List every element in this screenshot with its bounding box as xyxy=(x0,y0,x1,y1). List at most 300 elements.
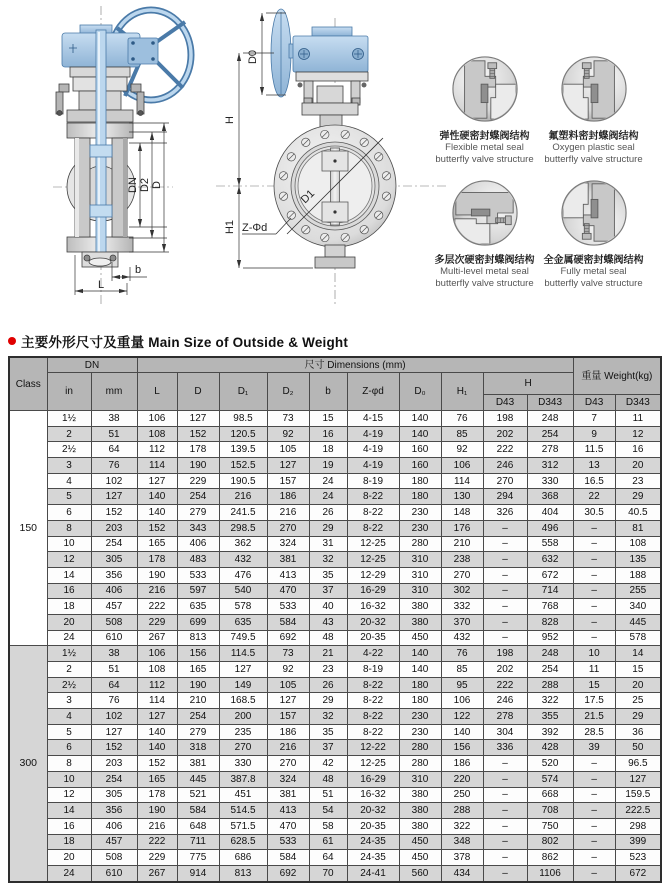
table-cell: 135 xyxy=(615,552,661,568)
table-cell: 305 xyxy=(91,787,137,803)
table-cell: 32 xyxy=(309,552,347,568)
table-cell: 9 xyxy=(573,426,615,442)
table-cell: 4 xyxy=(47,473,91,489)
table-cell: 294 xyxy=(483,489,527,505)
table-cell: – xyxy=(573,567,615,583)
table-cell: 157 xyxy=(267,709,309,725)
table-cell: 14 xyxy=(615,646,661,662)
header-w-d343: D343 xyxy=(615,395,661,411)
table-cell: 305 xyxy=(91,552,137,568)
table-cell: 127 xyxy=(267,458,309,474)
dim-label-d2: D2 xyxy=(139,177,151,193)
table-cell: 188 xyxy=(615,567,661,583)
table-cell: 160 xyxy=(399,442,441,458)
table-cell: 180 xyxy=(399,473,441,489)
table-cell: 43 xyxy=(309,614,347,630)
table-cell: 12-25 xyxy=(347,552,399,568)
table-cell: 381 xyxy=(177,756,219,772)
table-cell: 302 xyxy=(441,583,483,599)
dim-label-d: D xyxy=(151,181,163,189)
table-cell: 4-19 xyxy=(347,426,399,442)
table-cell: 156 xyxy=(441,740,483,756)
table-cell: 514.5 xyxy=(219,803,267,819)
table-cell: 180 xyxy=(399,489,441,505)
seal-structure-details xyxy=(430,55,648,290)
table-cell: 64 xyxy=(91,677,137,693)
header-l: L xyxy=(137,373,177,411)
header-d1: D₁ xyxy=(219,373,267,411)
table-cell: 343 xyxy=(177,520,219,536)
dim-label-d0: D0 xyxy=(247,49,259,65)
table-cell: 255 xyxy=(615,583,661,599)
table-row xyxy=(9,630,661,646)
table-row xyxy=(9,473,661,489)
table-cell: 11 xyxy=(573,662,615,678)
table-cell: – xyxy=(573,787,615,803)
table-cell: 2 xyxy=(47,426,91,442)
table-cell: 298.5 xyxy=(219,520,267,536)
dim-label-h: H xyxy=(224,116,236,124)
table-cell: 15 xyxy=(615,662,661,678)
table-cell: 112 xyxy=(137,442,177,458)
table-row xyxy=(9,724,661,740)
table-cell: – xyxy=(483,599,527,615)
table-cell: 20-35 xyxy=(347,818,399,834)
table-cell: 203 xyxy=(91,756,137,772)
table-cell: 127 xyxy=(137,473,177,489)
table-cell: 952 xyxy=(527,630,573,646)
table-cell: 356 xyxy=(91,803,137,819)
detail-multi-level-metal-seal xyxy=(430,179,539,290)
table-cell: 310 xyxy=(399,771,441,787)
table-cell: 392 xyxy=(527,724,573,740)
bottom-flange xyxy=(315,245,355,268)
header-h-d43: D43 xyxy=(483,395,527,411)
table-cell: 380 xyxy=(399,787,441,803)
table-cell: – xyxy=(573,818,615,834)
table-cell: 270 xyxy=(441,567,483,583)
table-cell: 428 xyxy=(527,740,573,756)
table-cell: 140 xyxy=(399,426,441,442)
table-row xyxy=(9,693,661,709)
table-cell: 220 xyxy=(441,771,483,787)
table-cell: 11 xyxy=(615,411,661,427)
table-cell: 8 xyxy=(47,520,91,536)
table-cell: – xyxy=(573,552,615,568)
table-cell: 178 xyxy=(177,442,219,458)
table-cell: 238 xyxy=(441,552,483,568)
table-cell: 254 xyxy=(91,771,137,787)
table-cell: 270 xyxy=(219,740,267,756)
header-b: b xyxy=(309,373,347,411)
table-cell: 37 xyxy=(309,583,347,599)
header-w-d43: D43 xyxy=(573,395,615,411)
table-cell: 322 xyxy=(441,818,483,834)
table-cell: 457 xyxy=(91,834,137,850)
table-cell: 16 xyxy=(47,818,91,834)
table-cell: 304 xyxy=(483,724,527,740)
table-cell: 692 xyxy=(267,630,309,646)
table-cell: 190 xyxy=(137,567,177,583)
table-cell: 149 xyxy=(219,677,267,693)
table-cell: 20-35 xyxy=(347,630,399,646)
table-cell: 61 xyxy=(309,834,347,850)
table-cell: 130 xyxy=(441,489,483,505)
table-cell: 38 xyxy=(91,646,137,662)
table-cell: 381 xyxy=(267,787,309,803)
table-cell: 288 xyxy=(441,803,483,819)
detail-fully-metal-seal xyxy=(539,179,648,290)
table-cell: 378 xyxy=(441,850,483,866)
table-cell: 114 xyxy=(441,473,483,489)
table-cell: 1½ xyxy=(47,411,91,427)
table-cell: – xyxy=(483,787,527,803)
table-cell: 2 xyxy=(47,662,91,678)
table-cell: 13 xyxy=(573,458,615,474)
table-row xyxy=(9,520,661,536)
table-cell: 127 xyxy=(137,709,177,725)
table-cell: – xyxy=(573,756,615,772)
table-cell: 230 xyxy=(399,505,441,521)
table-cell: – xyxy=(483,834,527,850)
table-cell: 8-22 xyxy=(347,505,399,521)
table-cell: 24 xyxy=(47,630,91,646)
seal-section-icon xyxy=(560,179,628,247)
table-cell: – xyxy=(483,520,527,536)
table-cell: 17.5 xyxy=(573,693,615,709)
detail-label-en1: Multi-level metal seal xyxy=(440,266,529,277)
table-cell: 40.5 xyxy=(615,505,661,521)
table-cell: 578 xyxy=(219,599,267,615)
table-cell: 70 xyxy=(309,865,347,881)
class-cell: 150 xyxy=(9,411,47,646)
table-cell: 241.5 xyxy=(219,505,267,521)
table-cell: 533 xyxy=(267,599,309,615)
table-cell: 280 xyxy=(399,536,441,552)
table-cell: 270 xyxy=(267,520,309,536)
table-cell: 584 xyxy=(267,614,309,630)
table-cell: 190.5 xyxy=(219,473,267,489)
table-cell: 270 xyxy=(267,756,309,772)
table-cell: 692 xyxy=(267,865,309,881)
table-cell: 222 xyxy=(483,677,527,693)
table-cell: 24-35 xyxy=(347,850,399,866)
table-cell: 406 xyxy=(91,583,137,599)
table-cell: 85 xyxy=(441,426,483,442)
table-cell: 190 xyxy=(177,677,219,693)
table-cell: – xyxy=(573,630,615,646)
table-row xyxy=(9,756,661,772)
table-cell: 672 xyxy=(615,865,661,881)
table-row xyxy=(9,567,661,583)
table-cell: 230 xyxy=(399,520,441,536)
table-cell: 127 xyxy=(177,411,219,427)
table-cell: 16.5 xyxy=(573,473,615,489)
table-cell: – xyxy=(573,771,615,787)
table-cell: – xyxy=(483,630,527,646)
table-cell: 165 xyxy=(177,662,219,678)
table-cell: 450 xyxy=(399,834,441,850)
table-cell: – xyxy=(483,583,527,599)
table-cell: 157 xyxy=(267,473,309,489)
table-cell: 18 xyxy=(309,442,347,458)
table-cell: 750 xyxy=(527,818,573,834)
table-cell: – xyxy=(483,756,527,772)
dim-label-d1: D1 xyxy=(298,187,318,207)
table-row xyxy=(9,803,661,819)
table-cell: 12 xyxy=(47,552,91,568)
table-cell: 749.5 xyxy=(219,630,267,646)
table-cell: 180 xyxy=(399,677,441,693)
table-cell: 14 xyxy=(47,567,91,583)
table-cell: 699 xyxy=(177,614,219,630)
table-cell: 140 xyxy=(441,724,483,740)
table-cell: – xyxy=(573,583,615,599)
table-cell: 324 xyxy=(267,771,309,787)
table-cell: 29 xyxy=(615,709,661,725)
table-cell: 813 xyxy=(219,865,267,881)
header-d: D xyxy=(177,373,219,411)
table-cell: 318 xyxy=(177,740,219,756)
table-cell: 23 xyxy=(615,473,661,489)
dim-label-b: b xyxy=(135,264,142,276)
table-cell: 7 xyxy=(573,411,615,427)
table-cell: 686 xyxy=(219,850,267,866)
table-cell: – xyxy=(573,614,615,630)
table-cell: 571.5 xyxy=(219,818,267,834)
table-cell: 24 xyxy=(309,473,347,489)
table-cell: 26 xyxy=(309,677,347,693)
table-cell: 288 xyxy=(527,677,573,693)
table-cell: 254 xyxy=(91,536,137,552)
table-cell: – xyxy=(483,803,527,819)
table-cell: 222 xyxy=(137,599,177,615)
table-cell: 29 xyxy=(309,693,347,709)
table-cell: 120.5 xyxy=(219,426,267,442)
table-cell: 445 xyxy=(615,614,661,630)
table-cell: 15 xyxy=(573,677,615,693)
table-cell: 122 xyxy=(441,709,483,725)
table-cell: 24 xyxy=(309,489,347,505)
table-cell: 279 xyxy=(177,724,219,740)
table-row xyxy=(9,552,661,568)
table-cell: 156 xyxy=(177,646,219,662)
dimensions-table-body xyxy=(9,411,661,882)
table-cell: 523 xyxy=(615,850,661,866)
table-cell: 12 xyxy=(615,426,661,442)
table-cell: 108 xyxy=(137,426,177,442)
dimensions-table xyxy=(8,356,662,883)
table-cell: 310 xyxy=(399,567,441,583)
table-cell: 190 xyxy=(137,803,177,819)
table-row xyxy=(9,646,661,662)
table-cell: 127 xyxy=(267,693,309,709)
table-cell: 387.8 xyxy=(219,771,267,787)
table-cell: 324 xyxy=(267,536,309,552)
table-cell: 108 xyxy=(615,536,661,552)
table-row xyxy=(9,536,661,552)
table-cell: 10 xyxy=(47,771,91,787)
table-cell: 178 xyxy=(137,552,177,568)
table-cell: 16 xyxy=(615,442,661,458)
table-cell: 668 xyxy=(527,787,573,803)
table-cell: 102 xyxy=(91,709,137,725)
table-cell: 381 xyxy=(267,552,309,568)
table-row xyxy=(9,865,661,881)
table-cell: 20-32 xyxy=(347,614,399,630)
table-cell: 267 xyxy=(137,630,177,646)
table-cell: 152 xyxy=(177,426,219,442)
table-cell: 20 xyxy=(47,850,91,866)
table-cell: 362 xyxy=(219,536,267,552)
table-cell: 578 xyxy=(615,630,661,646)
table-cell: 64 xyxy=(309,850,347,866)
table-cell: 198 xyxy=(483,411,527,427)
table-cell: 216 xyxy=(267,505,309,521)
table-cell: 432 xyxy=(219,552,267,568)
table-cell: 4-19 xyxy=(347,458,399,474)
front-view-drawing xyxy=(212,0,452,312)
table-cell: 322 xyxy=(527,693,573,709)
table-cell: 140 xyxy=(399,411,441,427)
table-cell: 584 xyxy=(177,803,219,819)
table-cell: 310 xyxy=(399,583,441,599)
table-cell: – xyxy=(573,850,615,866)
table-row xyxy=(9,458,661,474)
table-cell: 127 xyxy=(219,662,267,678)
table-cell: 370 xyxy=(441,614,483,630)
table-cell: 202 xyxy=(483,662,527,678)
table-cell: 813 xyxy=(177,630,219,646)
detail-label-en2: butterfly valve structure xyxy=(435,278,534,289)
table-row xyxy=(9,834,661,850)
table-cell: 32 xyxy=(309,709,347,725)
detail-label-cn: 全金属硬密封蝶阀结构 xyxy=(543,255,644,266)
table-cell: 12 xyxy=(47,787,91,803)
detail-flexible-metal-seal xyxy=(430,55,539,166)
header-d2: D₂ xyxy=(267,373,309,411)
table-cell: – xyxy=(483,771,527,787)
table-cell: 216 xyxy=(267,740,309,756)
dim-label-h1: H1 xyxy=(224,219,236,235)
table-cell: 1106 xyxy=(527,865,573,881)
table-cell: 30.5 xyxy=(573,505,615,521)
table-cell: 250 xyxy=(441,787,483,803)
table-cell: 312 xyxy=(527,458,573,474)
table-cell: 404 xyxy=(527,505,573,521)
table-cell: 76 xyxy=(441,411,483,427)
table-cell: 21.5 xyxy=(573,709,615,725)
table-cell: 36 xyxy=(615,724,661,740)
table-cell: 95 xyxy=(441,677,483,693)
table-cell: 279 xyxy=(177,505,219,521)
table-cell: 540 xyxy=(219,583,267,599)
table-cell: – xyxy=(483,865,527,881)
table-row xyxy=(9,583,661,599)
table-row xyxy=(9,677,661,693)
table-cell: 278 xyxy=(483,709,527,725)
table-cell: 267 xyxy=(137,865,177,881)
table-cell: 222.5 xyxy=(615,803,661,819)
table-cell: 355 xyxy=(527,709,573,725)
table-cell: 127 xyxy=(91,724,137,740)
table-cell: 6 xyxy=(47,740,91,756)
dim-label-l: L xyxy=(98,279,105,291)
table-cell: 76 xyxy=(441,646,483,662)
table-cell: 140 xyxy=(399,646,441,662)
table-cell: 3 xyxy=(47,458,91,474)
side-view-drawing xyxy=(25,0,230,312)
table-cell: 29 xyxy=(615,489,661,505)
table-cell: – xyxy=(573,599,615,615)
table-cell: 152 xyxy=(91,505,137,521)
table-cell: 451 xyxy=(219,787,267,803)
table-cell: 610 xyxy=(91,865,137,881)
table-cell: 210 xyxy=(441,536,483,552)
table-cell: 8-22 xyxy=(347,677,399,693)
header-dn: DN xyxy=(47,357,137,373)
table-cell: 775 xyxy=(177,850,219,866)
table-cell: 140 xyxy=(137,489,177,505)
table-cell: 35 xyxy=(309,567,347,583)
table-cell: 496 xyxy=(527,520,573,536)
header-z-phi-d: Z-φd xyxy=(347,373,399,411)
table-cell: 768 xyxy=(527,599,573,615)
table-cell: 648 xyxy=(177,818,219,834)
table-cell: 14 xyxy=(47,803,91,819)
table-cell: 216 xyxy=(137,583,177,599)
table-cell: 127 xyxy=(615,771,661,787)
detail-label-en1: Flexible metal seal xyxy=(445,142,524,153)
table-cell: 597 xyxy=(177,583,219,599)
table-cell: 610 xyxy=(91,630,137,646)
table-cell: 711 xyxy=(177,834,219,850)
table-cell: – xyxy=(483,614,527,630)
table-cell: 8-22 xyxy=(347,724,399,740)
table-row xyxy=(9,850,661,866)
table-row xyxy=(9,709,661,725)
table-cell: 330 xyxy=(219,756,267,772)
header-h1: H₁ xyxy=(441,373,483,411)
table-cell: 190 xyxy=(177,458,219,474)
table-cell: 51 xyxy=(91,662,137,678)
table-cell: 18 xyxy=(47,599,91,615)
table-cell: 18 xyxy=(47,834,91,850)
table-cell: 22 xyxy=(573,489,615,505)
table-cell: 24 xyxy=(47,865,91,881)
table-cell: 105 xyxy=(267,442,309,458)
table-cell: 229 xyxy=(177,473,219,489)
table-cell: 210 xyxy=(177,693,219,709)
table-cell: 58 xyxy=(309,818,347,834)
bottom-cover xyxy=(82,252,118,267)
table-row xyxy=(9,599,661,615)
table-cell: 380 xyxy=(399,803,441,819)
table-cell: 85 xyxy=(441,662,483,678)
table-row xyxy=(9,662,661,678)
table-cell: – xyxy=(483,552,527,568)
table-cell: 450 xyxy=(399,630,441,646)
table-cell: 20 xyxy=(615,458,661,474)
table-row xyxy=(9,787,661,803)
table-cell: 714 xyxy=(527,583,573,599)
table-cell: 12-22 xyxy=(347,740,399,756)
table-cell: 380 xyxy=(399,614,441,630)
table-cell: 50 xyxy=(615,740,661,756)
table-cell: 16 xyxy=(309,426,347,442)
table-cell: 4-19 xyxy=(347,442,399,458)
table-cell: 4-15 xyxy=(347,411,399,427)
